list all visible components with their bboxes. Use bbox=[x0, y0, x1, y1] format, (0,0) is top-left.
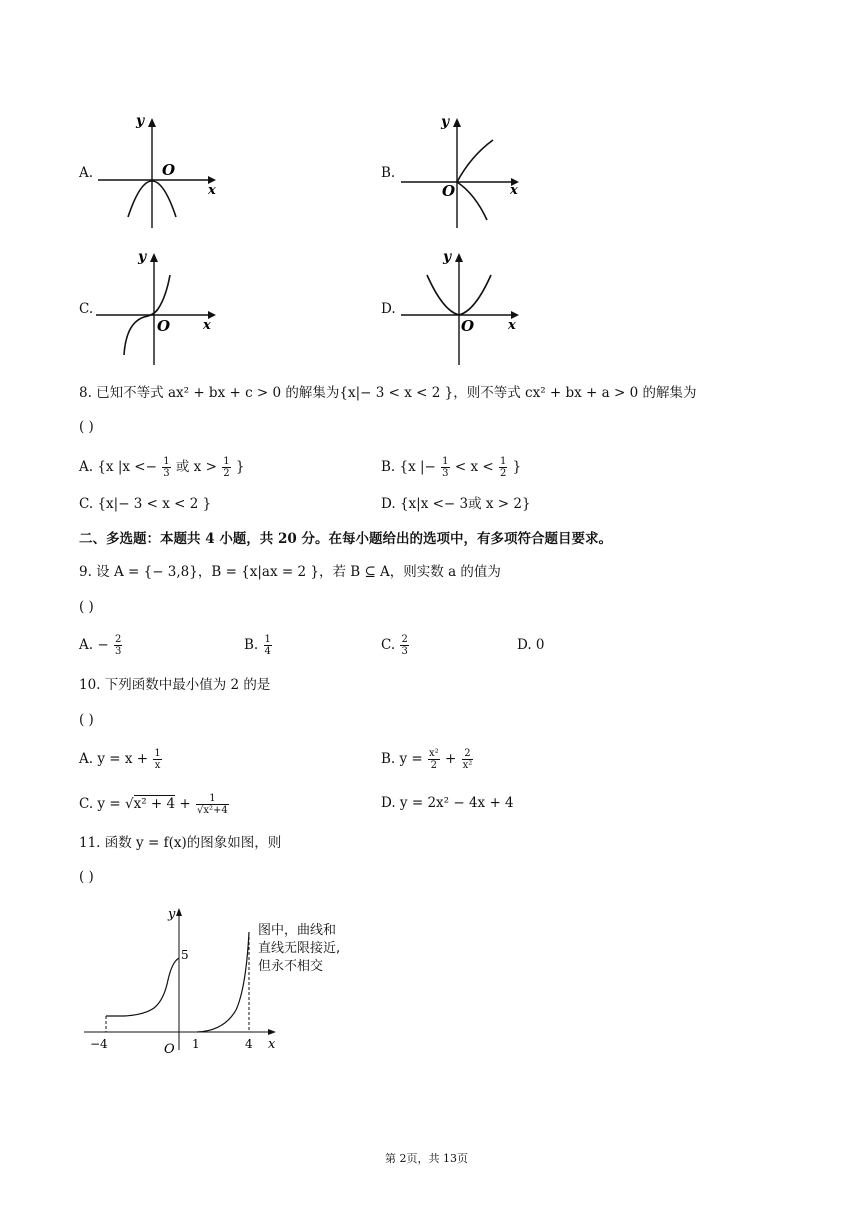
q7b-y-label: y bbox=[441, 114, 450, 130]
q11-y-label: y bbox=[168, 907, 176, 922]
q7a-x-label: x bbox=[208, 183, 216, 198]
q10-option-a[interactable]: A. y = x + $\frac{1}{x}$ bbox=[79, 748, 161, 771]
q9-option-c[interactable]: C. $\frac{2}{3}$ bbox=[381, 634, 408, 657]
q9-stem: 9. 设 A = {− 3,8}，B = {x|ax = 2 }，若 B ⊆ A，则实数 a 的值为 bbox=[79, 564, 501, 580]
q11-origin-label: O bbox=[164, 1042, 175, 1057]
q8-stem: 8. 已知不等式 ax² + bx + c > 0 的解集为{x|− 3 < x < 2 }，则不等式 cx² + bx + a > 0 的解集为 bbox=[79, 385, 697, 401]
q9-option-d[interactable]: D. 0 bbox=[517, 637, 545, 653]
q11-paren: ( ) bbox=[79, 869, 94, 885]
q11-tick-5: 5 bbox=[181, 948, 189, 962]
q7-graph-d bbox=[395, 245, 535, 367]
q9-option-a[interactable]: A. − $\frac{2}{3}$ bbox=[79, 634, 122, 657]
page-footer: 第 2页，共 13页 bbox=[385, 1152, 468, 1165]
q8-option-a-frac2: $\frac{1}{2}$ bbox=[223, 456, 230, 479]
q9-option-b[interactable]: B. $\frac{1}{4}$ bbox=[244, 634, 271, 657]
q10-option-b[interactable]: B. y = $\frac{\text{x²}}{2}$ + $\frac{2}{\text{x²}}$ bbox=[381, 748, 473, 771]
q11-tick-4: 4 bbox=[245, 1037, 253, 1051]
q7c-y-label: y bbox=[138, 249, 147, 265]
q8-option-b-frac1: $\frac{1}{3}$ bbox=[442, 456, 449, 479]
q11-tick-1: 1 bbox=[192, 1037, 200, 1051]
q7d-y-label: y bbox=[443, 249, 452, 265]
q8-option-b-label: B. bbox=[381, 459, 396, 475]
q7a-y-label: y bbox=[136, 113, 145, 129]
q7c-x-label: x bbox=[203, 318, 211, 333]
q7b-x-label: x bbox=[510, 183, 518, 198]
q11-stem: 11. 函数 y = f(x)的图象如图，则 bbox=[79, 835, 282, 851]
q11-graph-note: 图中，曲线和 直线无限接近, 但永不相交 bbox=[258, 923, 341, 974]
q8-option-a[interactable]: A. {x |x <− $\frac{1}{3}$ 或 x > $\frac{1}{2}$ } bbox=[79, 456, 245, 479]
q9-paren: ( ) bbox=[79, 599, 94, 615]
q7-graph-c bbox=[92, 245, 232, 367]
section-2-title: 二、多选题：本题共 4 小题，共 20 分。在每小题给出的选项中，有多项符合题目要求。 bbox=[79, 531, 613, 547]
q7d-origin-label: O bbox=[461, 317, 475, 335]
q7a-origin-label: O bbox=[162, 161, 176, 179]
q7-graph-a bbox=[92, 110, 232, 230]
q7-option-d-label: D. bbox=[381, 301, 396, 317]
q8-option-d[interactable]: D. {x|x <− 3或 x > 2} bbox=[381, 496, 531, 512]
q8-option-c[interactable]: C. {x|− 3 < x < 2 } bbox=[79, 496, 212, 512]
q8-option-a-text: {x |x <− bbox=[97, 459, 157, 475]
q10-paren: ( ) bbox=[79, 712, 94, 728]
q11-tick-neg4: −4 bbox=[90, 1037, 108, 1051]
q10-option-c[interactable]: C. y = √x² + 4 + $\frac{1}{\text{√x²+4}}$ bbox=[79, 793, 228, 816]
q7-option-c-label: C. bbox=[79, 301, 94, 317]
q7-option-b-label: B. bbox=[381, 165, 396, 181]
q11-x-label: x bbox=[268, 1037, 276, 1052]
q10-option-d[interactable]: D. y = 2x² − 4x + 4 bbox=[381, 795, 514, 811]
q7b-origin-label: O bbox=[442, 182, 456, 200]
q8-option-b-frac2: $\frac{1}{2}$ bbox=[499, 456, 507, 479]
q8-option-b[interactable]: B. {x |− $\frac{1}{3}$ < x < $\frac{1}{2}$ } bbox=[381, 456, 522, 479]
q7-option-a-label: A. bbox=[79, 165, 94, 181]
q10-stem: 10. 下列函数中最小值为 2 的是 bbox=[79, 677, 271, 693]
q8-option-a-frac1: $\frac{1}{3}$ bbox=[163, 456, 170, 479]
q7c-origin-label: O bbox=[157, 317, 171, 335]
q8-paren: ( ) bbox=[79, 419, 94, 435]
q8-option-a-label: A. bbox=[79, 459, 94, 475]
q7-graph-b bbox=[395, 110, 535, 230]
q7d-x-label: x bbox=[508, 318, 516, 333]
